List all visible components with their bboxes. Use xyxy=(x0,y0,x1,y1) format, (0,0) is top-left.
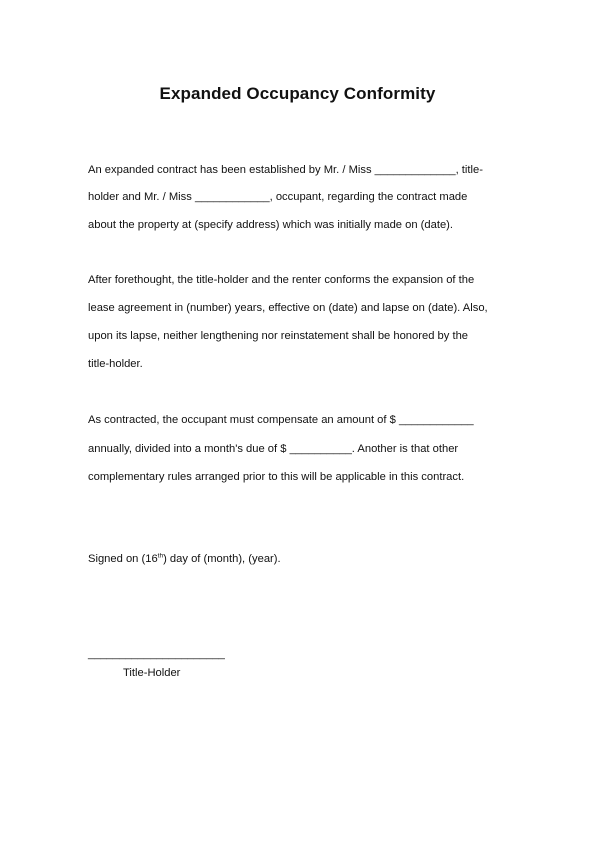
signature-label: Title-Holder xyxy=(123,667,181,679)
paragraph-line: holder and Mr. / Miss ____________, occupant, regarding the contract made xyxy=(88,191,468,203)
paragraph-line: lease agreement in (number) years, effective on (date) and lapse on (date). Also, xyxy=(88,302,488,314)
paragraph-line: complementary rules arranged prior to this will be applicable in this contract. xyxy=(88,471,465,483)
paragraph-line: An expanded contract has been established by Mr. / Miss _____________, title- xyxy=(88,164,483,176)
paragraph-line: title-holder. xyxy=(88,358,143,370)
paragraph-line: upon its lapse, neither lengthening nor reinstatement shall be honored by the xyxy=(88,330,469,342)
paragraph-line: annually, divided into a month's due of $ __________. Another is that other xyxy=(88,443,459,455)
signed-suffix: ) day of (month), (year). xyxy=(163,553,281,565)
paragraph-line: After forethought, the title-holder and the renter conforms the expansion of the xyxy=(88,274,475,286)
paragraph-line: about the property at (specify address) which was initially made on (date). xyxy=(88,219,454,231)
paragraph-line: As contracted, the occupant must compensate an amount of $ ____________ xyxy=(88,414,474,426)
document-title: Expanded Occupancy Conformity xyxy=(159,84,436,103)
signed-prefix: Signed on (16 xyxy=(88,553,158,565)
signed-superscript: th xyxy=(157,552,164,560)
signature-line: ______________________ xyxy=(88,648,225,660)
signed-date-line xyxy=(88,552,281,566)
